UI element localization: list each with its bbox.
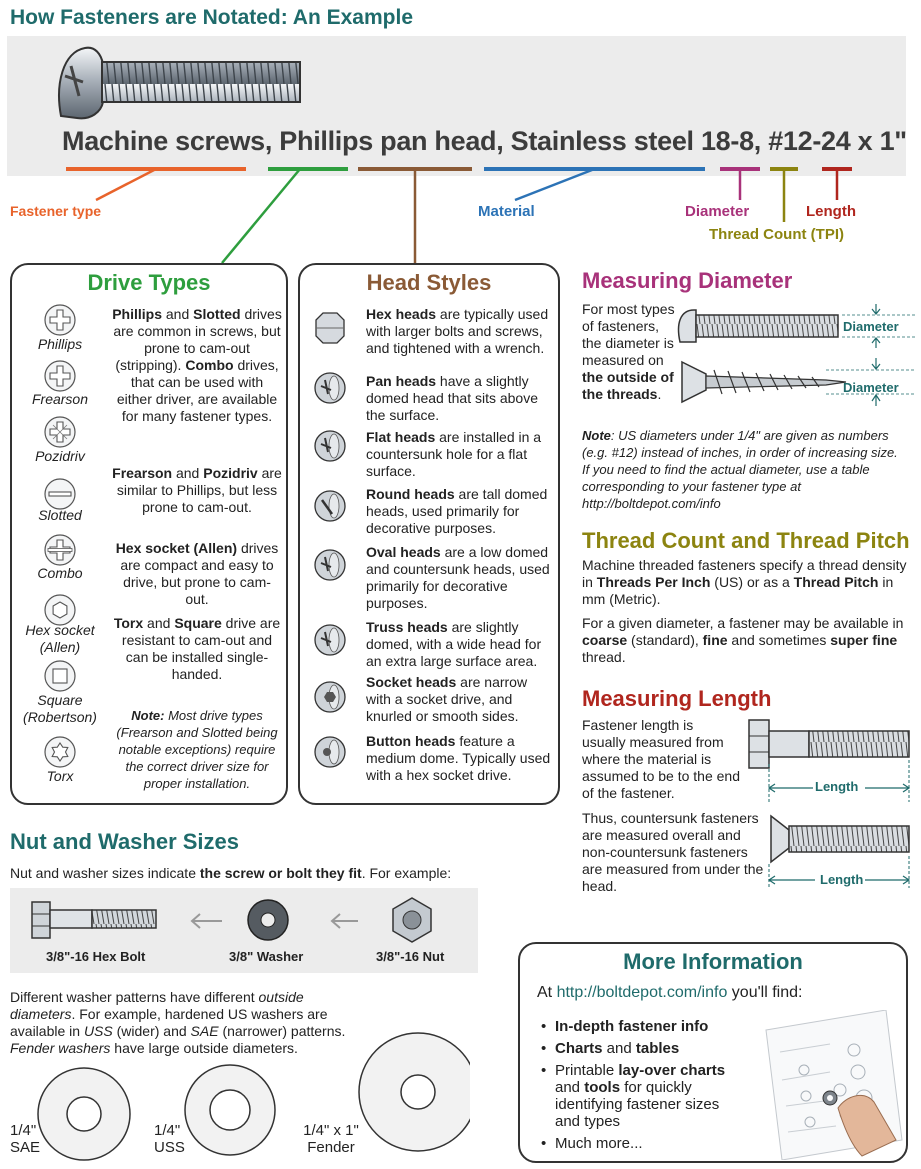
- bullet-lay-over-charts: • Printable lay-over charts and tools for quickly identifying fastener sizes and types: [541, 1062, 726, 1130]
- thread-count-bracket: [770, 169, 798, 222]
- length-dimension-label-2: Length: [820, 872, 864, 887]
- diameter-dimension-label-1: Diameter: [843, 319, 899, 334]
- drive-connector-line: [222, 169, 300, 263]
- diameter-dimension-label-2: Diameter: [843, 380, 899, 395]
- measuring-diameter-title: Measuring Diameter: [582, 268, 793, 293]
- head-style-round-head: Round heads are tall domed heads, used primarily for decorative purposes.: [366, 486, 548, 536]
- button-head-icon: [315, 737, 345, 767]
- washer-label: 3/8" Washer: [229, 949, 304, 964]
- phillips-drive-icon: [45, 305, 75, 335]
- measuring-length-paragraph-1: Fastener length is usually measured from where the material is assumed to be to the end of the fastener.: [582, 717, 740, 801]
- machine-screw-illustration: [55, 44, 305, 120]
- fender-washer-label: 1/4" x 1" Fender: [303, 1122, 359, 1156]
- measuring-length-paragraph-2: Thus, countersunk fasteners are measured overall and non-countersunk fasteners are measured from under the head.: [582, 810, 764, 894]
- hex-bolt-icon: [32, 902, 156, 938]
- thread-count-paragraph-1: Machine threaded fasteners specify a thread density in Threads Per Inch (US) or as a Thread Pitch in mm (Metric).: [582, 557, 907, 607]
- length-dimension-label-1: Length: [815, 779, 859, 794]
- drive-label-slotted: Slotted: [38, 507, 82, 523]
- head-style-oval-head: Oval heads are a low domed and countersunk heads, used primarily for decorative purposes.: [366, 544, 550, 611]
- more-information-bullets: [541, 1018, 741, 1152]
- drive-types-paragraph-1: Phillips and Slotted drives are common in screws, but prone to cam-out (stripping). Combo drives, that can be used with either driver, are available for many fastener types.: [112, 306, 282, 424]
- more-information-intro: At http://boltdepot.com/info you'll find:: [537, 984, 803, 1001]
- socket-head-icon: [315, 682, 345, 712]
- drive-types-title: Drive Types: [87, 270, 211, 295]
- torx-drive-icon: [45, 737, 75, 767]
- oval-head-icon: [315, 550, 345, 580]
- notation-connectors: [0, 160, 921, 270]
- length-diagram: [745, 716, 915, 896]
- drive-types-note: Note: Most drive types (Frearson and Slotted being notable exceptions) require the correct driver size for proper installation.: [116, 708, 278, 791]
- page-title: How Fasteners are Notated: An Example: [10, 6, 413, 29]
- diameter-diagram: [676, 300, 916, 420]
- combo-drive-icon: [45, 535, 75, 565]
- hex-socket-drive-icon: [45, 595, 75, 625]
- chart-printout-illustration: [746, 1010, 904, 1160]
- length-bracket: [822, 169, 852, 200]
- diameter-bracket: [720, 169, 760, 200]
- label-fastener-type: Fastener type: [10, 203, 102, 219]
- drive-label-square: Square (Robertson): [23, 692, 97, 725]
- square-drive-icon: [45, 661, 75, 691]
- frearson-drive-icon: [45, 361, 75, 391]
- bullet-much-more: • Much more...: [541, 1135, 643, 1152]
- notation-example-text: Machine screws, Phillips pan head, Stainless steel 18-8, #12-24 x 1": [62, 126, 907, 156]
- head-style-flat-head: Flat heads are installed in a countersunk hole for a flat surface.: [366, 429, 542, 479]
- drive-label-torx: Torx: [46, 768, 74, 784]
- nut-washer-example-art: [10, 888, 478, 952]
- measuring-diameter-text: For most types of fasteners, the diameter is measured on the outside of the threads.: [582, 301, 675, 402]
- measuring-diameter-note: Note: US diameters under 1/4" are given as numbers (e.g. #12) instead of inches, in order of increasing size. If you need to find the actual diameter, use a table corresponding to your fastener type at http://boltdepot.com/info: [582, 428, 898, 511]
- drive-types-paragraph-2: Frearson and Pozidriv are similar to Phillips, but less prone to cam-out.: [112, 465, 282, 515]
- head-style-socket-head: Socket heads are narrow with a socket drive, and knurled or smooth sides.: [366, 674, 528, 724]
- washer-comparison-art: [30, 1030, 470, 1169]
- drive-label-hex-socket: Hex socket (Allen): [25, 622, 95, 655]
- fastener-type-bracket: [66, 169, 246, 200]
- label-material: Material: [478, 203, 535, 220]
- hex-nut-icon: [393, 898, 431, 942]
- slotted-drive-icon: [45, 479, 75, 509]
- hex-head-icon: [316, 313, 344, 343]
- drive-types-paragraph-3: Hex socket (Allen) drives are compact and easy to drive, but prone to cam-out.: [115, 540, 279, 607]
- drive-label-pozidriv: Pozidriv: [35, 448, 85, 464]
- washer-patterns-paragraph: Different washer patterns have different outside diameters. For example, hardened US washers are available in USS (wider) and SAE (narrower) patterns. Fender washers have large outside diameters.: [10, 989, 346, 1056]
- head-style-pan-head: Pan heads have a slightly domed head that sits above the surface.: [366, 373, 539, 423]
- head-style-hex-head: Hex heads are typically used with larger bolts and screws, and tightened with a wrench.: [366, 306, 549, 356]
- uss-washer-icon: [185, 1065, 275, 1155]
- pozidriv-drive-icon: [45, 417, 75, 447]
- sae-washer-icon: [38, 1068, 130, 1160]
- measuring-length-title: Measuring Length: [582, 686, 772, 711]
- head-style-truss-head: Truss heads are slightly domed, with a wide head for an extra large surface area.: [366, 619, 542, 669]
- boltdepot-info-link[interactable]: http://boltdepot.com/info: [556, 984, 728, 1001]
- drive-types-paragraph-4: Torx and Square drive are resistant to cam-out and can be installed single-handed.: [113, 615, 281, 682]
- flat-head-icon: [315, 431, 345, 461]
- drive-label-combo: Combo: [37, 565, 83, 581]
- hex-bolt-label: 3/8"-16 Hex Bolt: [46, 949, 146, 964]
- nut-label: 3/8"-16 Nut: [376, 949, 445, 964]
- bullet-in-depth-info: • In-depth fastener info: [541, 1018, 709, 1035]
- uss-washer-label: 1/4" USS: [154, 1122, 185, 1156]
- round-head-icon: [315, 491, 345, 521]
- bullet-charts-tables: • Charts and tables: [541, 1040, 680, 1057]
- thread-count-title: Thread Count and Thread Pitch: [582, 528, 910, 553]
- drive-label-frearson: Frearson: [31, 391, 89, 407]
- drive-label-phillips: Phillips: [37, 336, 83, 352]
- fender-washer-icon: [359, 1033, 470, 1151]
- label-thread-count: Thread Count (TPI): [709, 226, 844, 243]
- nut-washer-title: Nut and Washer Sizes: [10, 829, 240, 854]
- sae-washer-label: 1/4" SAE: [10, 1122, 41, 1156]
- more-information-title: More Information: [623, 949, 803, 974]
- head-style-button-head: Button heads feature a medium dome. Typically used with a hex socket drive.: [366, 733, 551, 783]
- head-style-icons: [306, 300, 356, 800]
- label-length: Length: [806, 203, 856, 220]
- truss-head-icon: [315, 625, 345, 655]
- thread-count-paragraph-2: For a given diameter, a fastener may be available in coarse (standard), fine and sometimes super fine thread.: [582, 615, 904, 665]
- label-diameter: Diameter: [685, 203, 750, 220]
- head-styles-title: Head Styles: [366, 270, 492, 295]
- pan-head-icon: [315, 373, 345, 403]
- washer-icon: [248, 900, 288, 940]
- material-bracket: [484, 169, 705, 200]
- nut-washer-intro: Nut and washer sizes indicate the screw or bolt they fit. For example:: [10, 865, 452, 881]
